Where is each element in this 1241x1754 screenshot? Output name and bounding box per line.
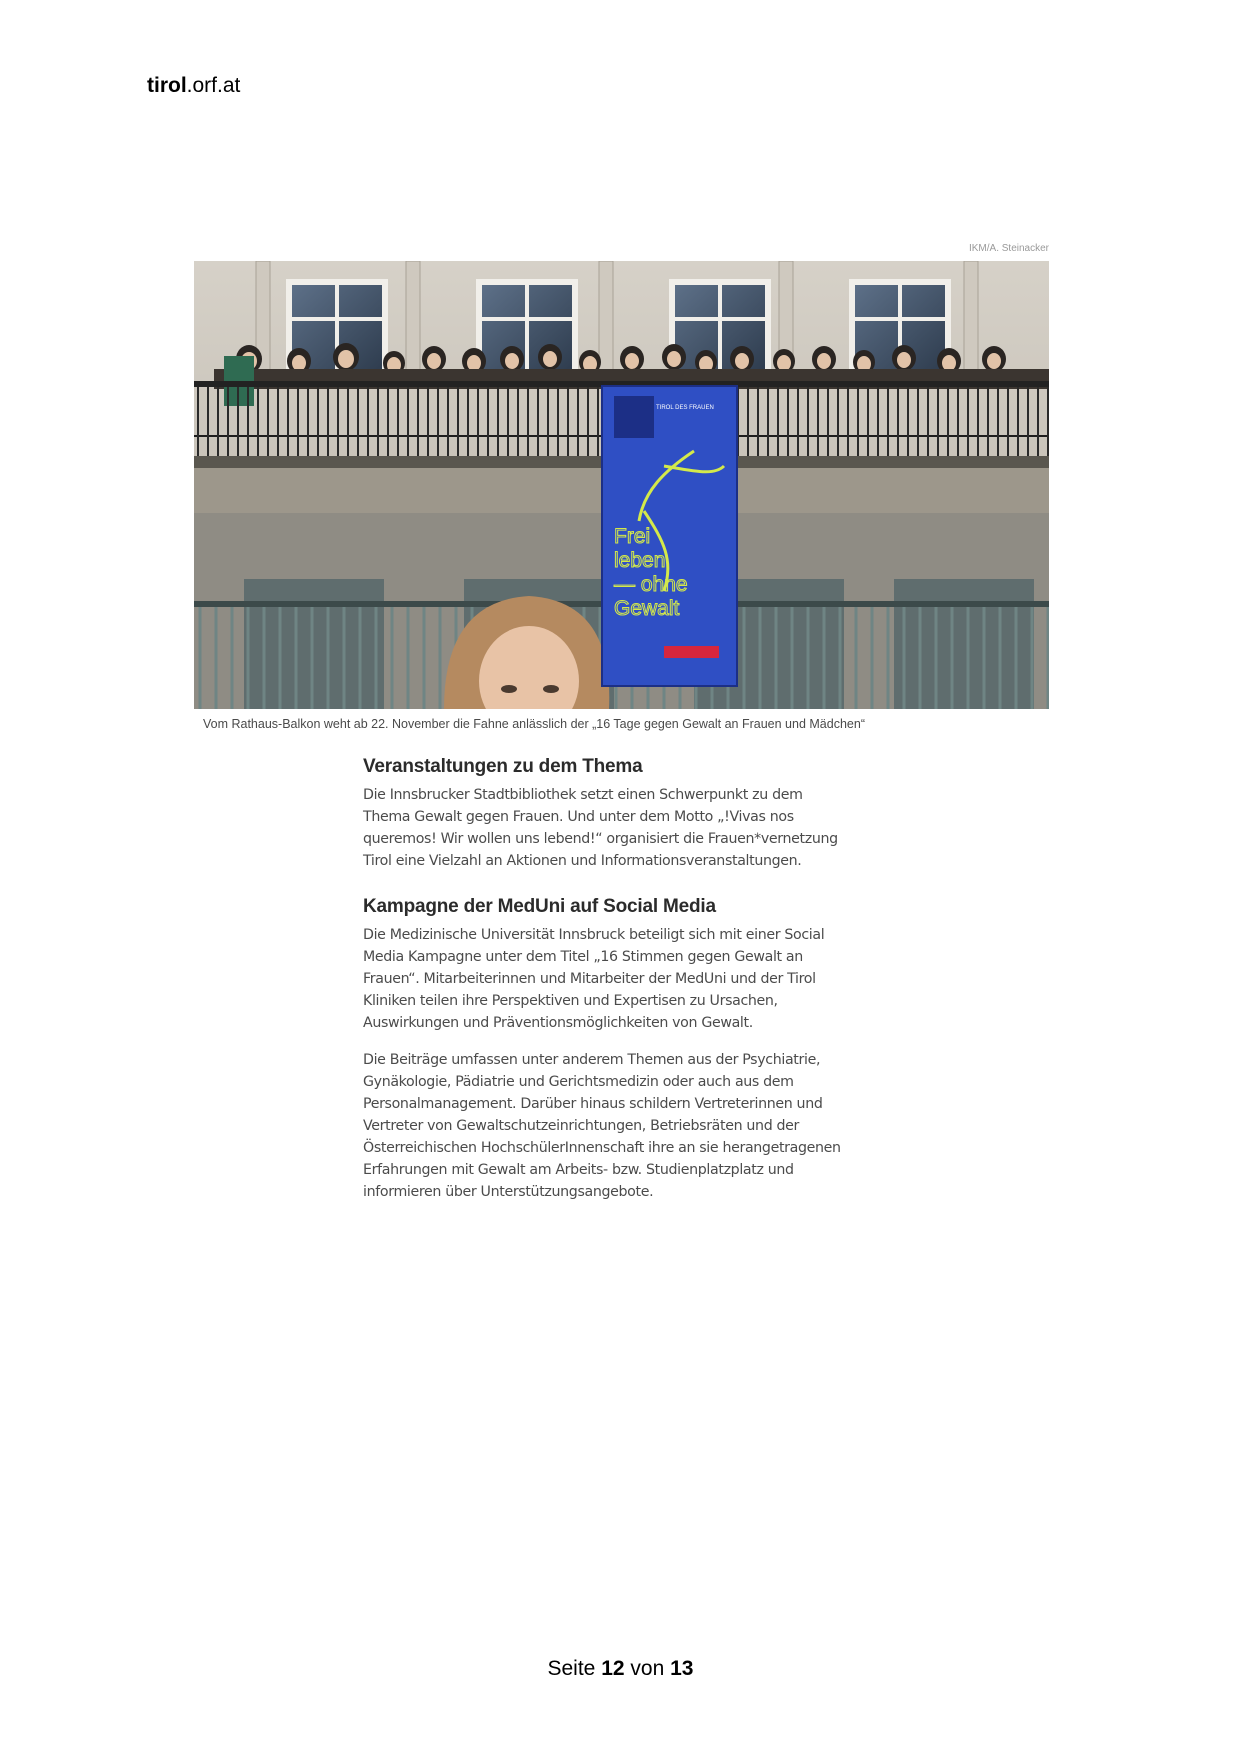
photo-credit: IKM/A. Steinacker <box>968 243 1049 254</box>
article-photo <box>194 261 1049 709</box>
page-number: Seite 12 von 13 <box>547 1657 694 1680</box>
section-campaign <box>363 896 883 1203</box>
paragraph-events: Die Innsbrucker Stadtbibliothek setzt einen Schwerpunkt zu dem Thema Gewalt gegen Frauen. Und unter dem Motto „!Vivas nos queremos! Wir wollen uns lebend!“ organisiert die Frauen*vernetzung Tirol eine Vielzahl an Aktionen und Informationsveranstaltungen. <box>363 787 838 869</box>
section-events <box>363 756 883 872</box>
site-name-domain: .orf.at <box>186 74 241 97</box>
banner-line-4: Gewalt <box>614 597 680 620</box>
banner-line-1: Frei <box>614 525 651 548</box>
section-heading-campaign: Kampagne der MedUni auf Social Media <box>363 896 716 917</box>
banner-line-3: — ohne <box>614 573 688 596</box>
site-name-bold: tirol <box>147 74 187 97</box>
banner-line-2: leben <box>614 549 666 572</box>
site-header <box>147 74 240 98</box>
article-body <box>363 756 883 1218</box>
photo-caption: Vom Rathaus-Balkon weht ab 22. November die Fahne anlässlich der „16 Tage gegen Gewalt an Frauen und Mädchen“ <box>203 717 865 731</box>
section-heading-events: Veranstaltungen zu dem Thema <box>363 756 643 777</box>
paragraph-campaign-2: Die Beiträge umfassen unter anderem Themen aus der Psychiatrie, Gynäkologie, Pädiatrie und Gerichtsmedizin oder auch aus dem Personalmanagement. Darüber hinaus schildern Vertreterinnen und Vertreter von Gewaltschutzeinrichtungen, Betriebsräten und der Österreichischen HochschülerInnenschaft ihre an sie herangetragenen Erfahrungen mit Gewalt am Arbeits- bzw. Studienplatzplatz und informieren über Unterstützungsangebote. <box>363 1052 841 1200</box>
paragraph-campaign-1: Die Medizinische Universität Innsbruck beteiligt sich mit einer Social Media Kampagne unter dem Titel „16 Stimmen gegen Gewalt an Frauen“. Mitarbeiterinnen und Mitarbeiter der MedUni und der Tirol Kliniken teilen ihre Perspektiven und Expertisen zu Ursachen, Auswirkungen und Präventionsmöglichkeiten von Gewalt. <box>363 927 825 1031</box>
banner-org: TIROL DES FRAUEN <box>656 405 714 411</box>
